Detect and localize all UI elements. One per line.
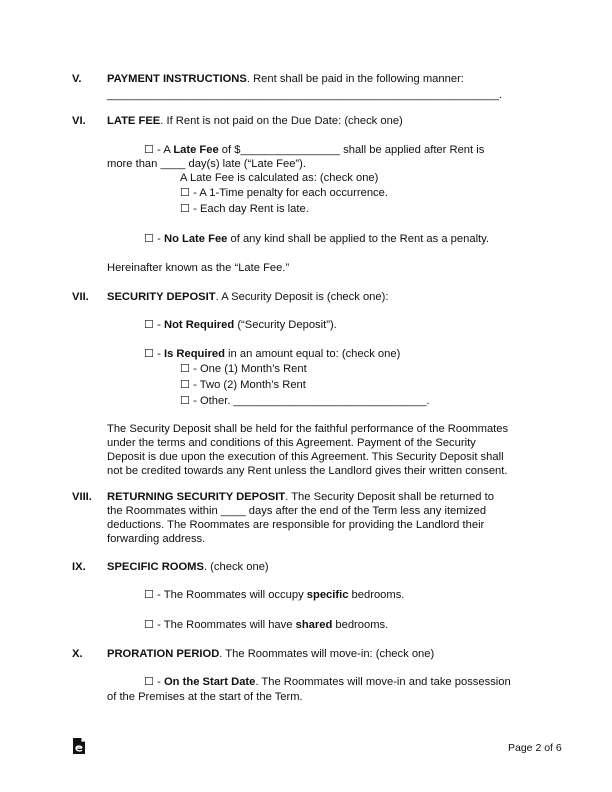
- start-date-label: On the Start Date: [163, 676, 256, 688]
- late-fee-calc-label: A Late Fee is calculated as: (check one): [180, 172, 379, 184]
- section-vi-text: [107, 114, 403, 129]
- section-vi-heading: LATE FEE: [107, 115, 161, 127]
- deposit-paragraph-line-4: not be credited towards any Rent unless the Landlord gives their written consent.: [107, 465, 508, 477]
- section-viii-line-1: . The Security Deposit shall be returned to: [285, 491, 494, 503]
- deposit-required-option[interactable]: [144, 347, 400, 362]
- deposit-one-month-option[interactable]: ☐ - One (1) Month’s Rent: [180, 363, 307, 375]
- payment-instructions-line[interactable]: _______________________________________________________________.: [107, 89, 503, 101]
- no-late-fee-text: of any kind shall be applied to the Rent as a penalty.: [227, 233, 490, 245]
- deposit-required-checkbox[interactable]: ☐ -: [144, 348, 164, 360]
- section-v-number: V.: [72, 73, 82, 85]
- start-date-checkbox[interactable]: ☐ -: [144, 676, 164, 688]
- section-viii-line-4: forwarding address.: [107, 533, 206, 545]
- section-ix-heading: SPECIFIC ROOMS: [107, 561, 204, 573]
- section-vii-body: . A Security Deposit is (check one):: [215, 291, 389, 303]
- section-ix-number: IX.: [72, 561, 86, 573]
- section-vii-text: [107, 290, 388, 305]
- late-fee-calc-option-each-day[interactable]: ☐ - Each day Rent is late.: [180, 203, 309, 215]
- section-viii-line-2: the Roommates within ____ days after the end of the Term less any itemized: [107, 505, 487, 517]
- start-date-text: . The Roommates will move-in and take possession: [255, 676, 511, 688]
- late-fee-label: Late Fee: [173, 144, 219, 156]
- deposit-paragraph-line-1: The Security Deposit shall be held for the faithful performance of the Roommates: [107, 423, 509, 435]
- late-fee-option[interactable]: [144, 143, 484, 158]
- section-x-text: [107, 647, 434, 662]
- section-v-heading: PAYMENT INSTRUCTIONS: [107, 73, 247, 85]
- late-fee-amount-text: of $________________ shall be applied after Rent is: [218, 144, 485, 156]
- late-fee-calc-option-one-time[interactable]: ☐ - A 1-Time penalty for each occurrence.: [180, 187, 388, 199]
- deposit-not-required-checkbox[interactable]: ☐ -: [144, 319, 164, 331]
- specific-rooms-text: bedrooms.: [348, 589, 405, 601]
- deposit-not-required-text: (“Security Deposit”).: [234, 319, 337, 331]
- shared-rooms-option[interactable]: [144, 618, 388, 633]
- deposit-not-required-option[interactable]: [144, 318, 337, 333]
- section-vii-number: VII.: [72, 291, 89, 303]
- deposit-two-month-option[interactable]: ☐ - Two (2) Month’s Rent: [180, 379, 306, 391]
- specific-rooms-label: specific: [306, 589, 349, 601]
- no-late-fee-option[interactable]: [144, 232, 489, 247]
- section-viii-line-3: deductions. The Roommates are responsible for providing the Landlord their: [107, 519, 485, 531]
- section-v-text: [107, 72, 464, 87]
- deposit-paragraph-line-3: Deposit is due upon the execution of this Agreement. This Security Deposit shall: [107, 451, 504, 463]
- shared-rooms-label: shared: [295, 619, 333, 631]
- specific-rooms-option[interactable]: [144, 588, 404, 603]
- section-vii-heading: SECURITY DEPOSIT: [107, 291, 216, 303]
- deposit-paragraph-line-2: under the terms and conditions of this Agreement. Payment of the Security: [107, 437, 476, 449]
- shared-rooms-text: bedrooms.: [332, 619, 389, 631]
- section-ix-text: [107, 560, 269, 575]
- late-fee-days-text: more than ____ day(s) late (“Late Fee”).: [107, 158, 306, 170]
- section-vi-body: . If Rent is not paid on the Due Date: (check one): [160, 115, 403, 127]
- deposit-not-required-label: Not Required: [163, 319, 235, 331]
- eforms-logo-icon: [72, 737, 86, 755]
- section-x-body: . The Roommates will move-in: (check one): [219, 648, 435, 660]
- start-date-line-2: of the Premises at the start of the Term.: [107, 691, 303, 703]
- section-viii-heading: RETURNING SECURITY DEPOSIT: [107, 491, 286, 503]
- start-date-option[interactable]: [144, 675, 511, 690]
- late-fee-checkbox[interactable]: ☐ - A: [144, 144, 174, 156]
- deposit-other-option[interactable]: ☐ - Other. _______________________________.: [180, 395, 430, 407]
- section-vi-number: VI.: [72, 115, 86, 127]
- section-v-body: . Rent shall be paid in the following manner:: [246, 73, 464, 85]
- deposit-required-text: in an amount equal to: (check one): [224, 348, 401, 360]
- specific-rooms-checkbox[interactable]: ☐ - The Roommates will occupy: [144, 589, 307, 601]
- section-ix-body: . (check one): [203, 561, 269, 573]
- late-fee-hereinafter: Hereinafter known as the “Late Fee.”: [107, 262, 290, 274]
- deposit-required-label: Is Required: [163, 348, 225, 360]
- page-number: Page 2 of 6: [508, 742, 562, 754]
- no-late-fee-label: No Late Fee: [163, 233, 228, 245]
- section-x-heading: PRORATION PERIOD: [107, 648, 220, 660]
- section-viii-text: [107, 490, 494, 505]
- shared-rooms-checkbox[interactable]: ☐ - The Roommates will have: [144, 619, 296, 631]
- section-x-number: X.: [72, 648, 83, 660]
- section-viii-number: VIII.: [72, 491, 92, 503]
- no-late-fee-checkbox[interactable]: ☐ -: [144, 233, 164, 245]
